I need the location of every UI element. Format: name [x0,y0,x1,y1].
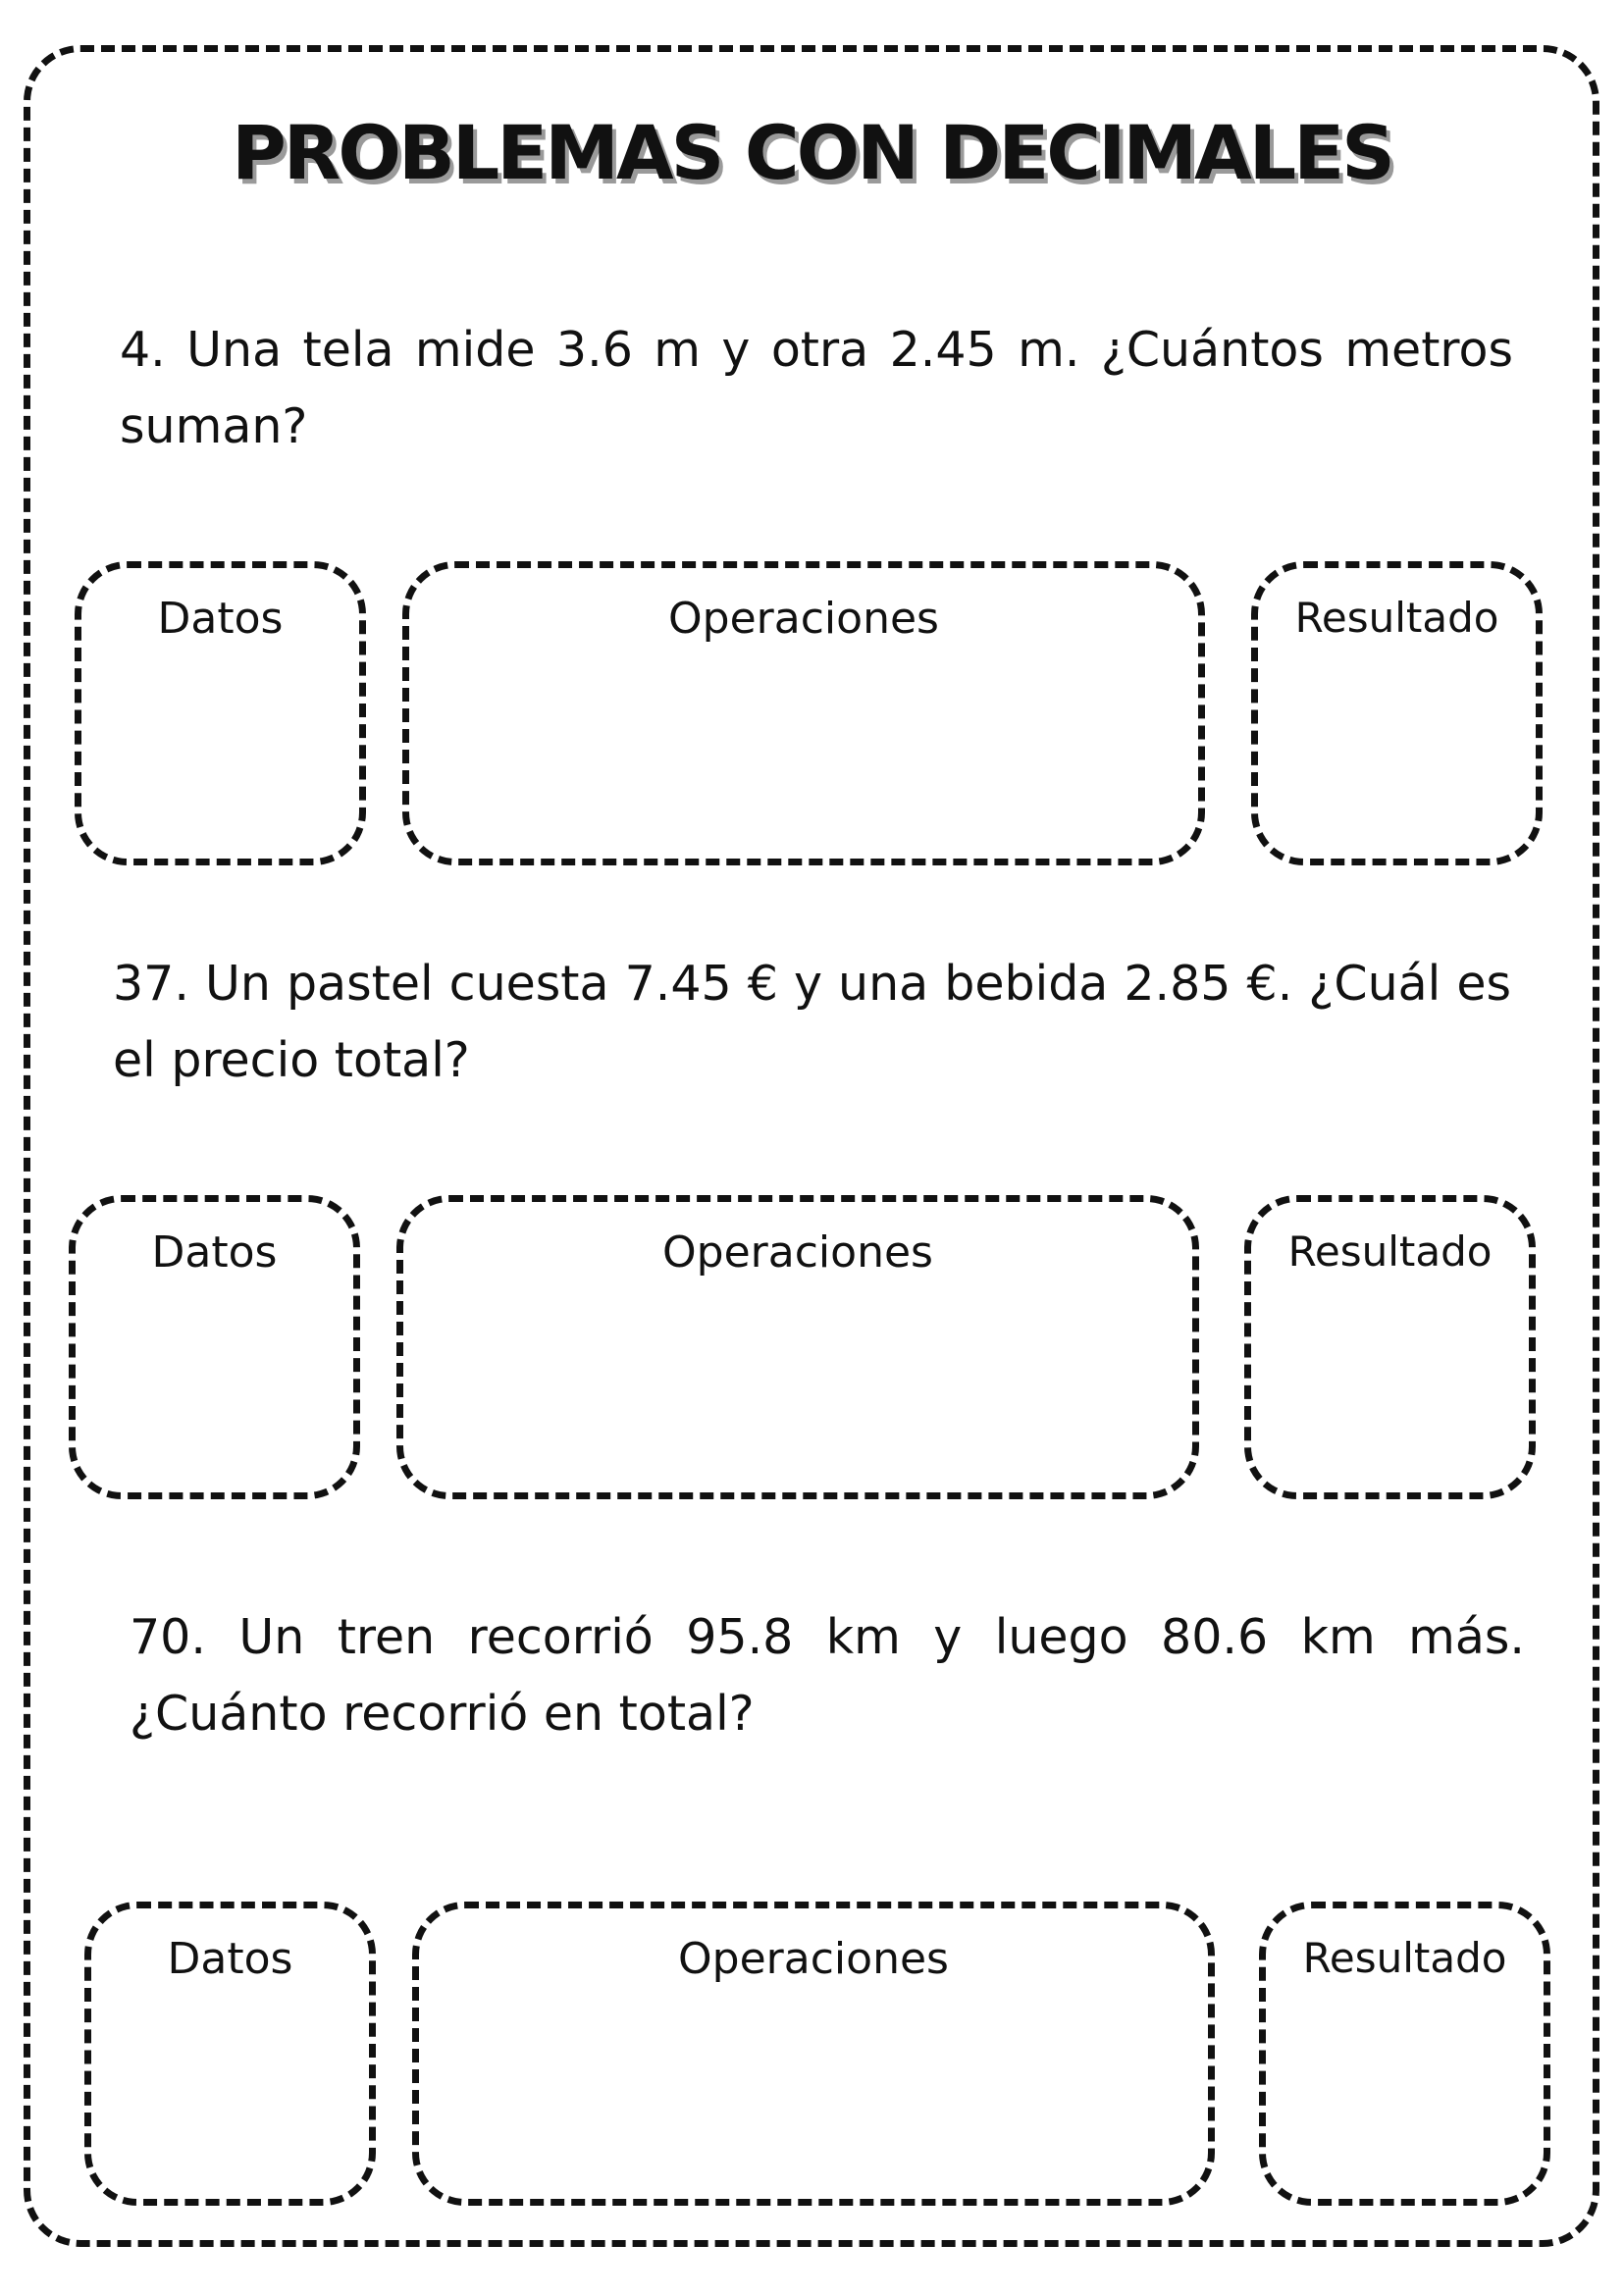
page-title: PROBLEMAS CON DECIMALES [232,109,1392,196]
problem-3-datos-label: Datos [167,1934,293,1984]
problem-3-operaciones-label: Operaciones [678,1934,949,1984]
problem-1-datos-label: Datos [157,594,284,644]
problem-2-operaciones-box[interactable] [396,1195,1199,1499]
problem-2-question: 37. Un pastel cuesta 7.45 € y una bebida 2.85 €. ¿Cuál es el precio total? [113,956,1511,1088]
problem-2-resultado-label: Resultado [1287,1227,1493,1276]
problem-2-datos-label: Datos [151,1227,278,1278]
problem-3-resultado-box[interactable] [1259,1902,1550,2206]
problem-3-question: 70. Un tren recorrió 95.8 km y luego 80.6 km más. ¿Cuánto recorrió en total? [130,1609,1525,1742]
problem-1-question: 4. Una tela mide 3.6 m y otra 2.45 m. ¿Cuántos metros suman? [120,322,1513,454]
problem-1-operaciones-label: Operaciones [668,594,939,644]
problem-2-operaciones-label: Operaciones [662,1227,933,1278]
problem-3-resultado-label: Resultado [1302,1934,1507,1982]
problem-2-datos-box[interactable] [69,1195,360,1499]
problem-1-resultado-label: Resultado [1294,594,1499,642]
problem-1-operaciones-box[interactable] [402,561,1205,865]
problem-3-operaciones-box[interactable] [412,1902,1215,2206]
problem-1-datos-box[interactable] [75,561,366,865]
problem-2-resultado-box[interactable] [1244,1195,1536,1499]
problem-1-resultado-box[interactable] [1251,561,1543,865]
problem-3-datos-box[interactable] [84,1902,376,2206]
